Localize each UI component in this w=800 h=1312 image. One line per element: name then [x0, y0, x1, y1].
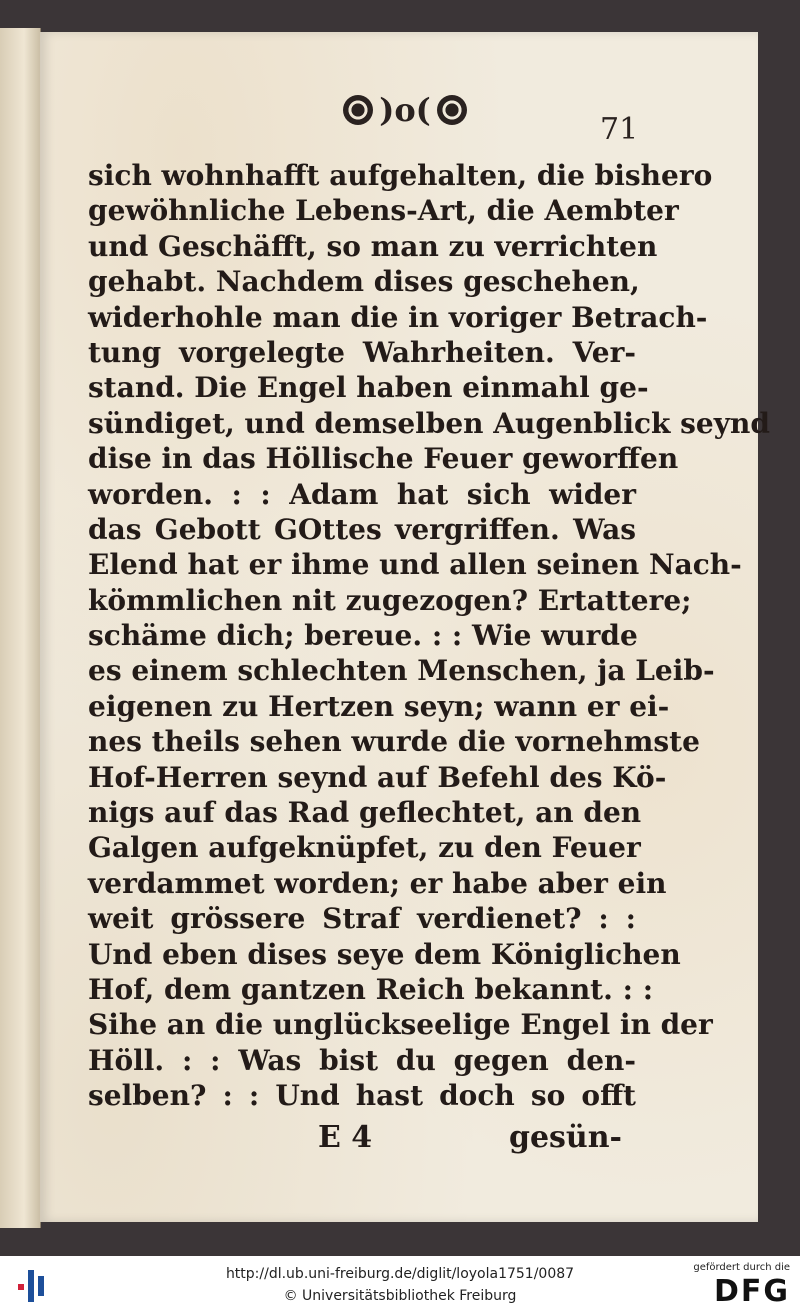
text-line: eigenen zu Hertzen seyn; wann er ei- [88, 689, 670, 723]
text-line: worden. : : Adam hat sich wider [88, 477, 636, 511]
text-line: dise in das Höllische Feuer geworffen [88, 442, 679, 476]
text-line: weit grössere Straf verdienet? : : [88, 902, 636, 936]
flower-ornament-left-icon [343, 95, 373, 125]
text-line: Galgen aufgeknüpfet, zu den Feuer [88, 831, 641, 865]
text-line: Sihe an die unglückseelige Engel in der [88, 1008, 713, 1042]
text-line: Elend hat er ihme und allen seinen Nach- [88, 548, 742, 582]
running-head-text: )o( [379, 91, 431, 129]
text-line: nes theils sehen wurde die vornehmste [88, 725, 700, 759]
dfg-caption: gefördert durch die [693, 1262, 790, 1273]
permalink-url[interactable]: http://dl.ub.uni-freiburg.de/diglit/loyola1751/0087 [225, 1266, 575, 1282]
text-line: es einem schlechten Menschen, ja Leib- [88, 654, 715, 688]
text-line: kömmlichen nit zugezogen? Ertattere; [88, 583, 692, 617]
text-line: das Gebott GOttes vergriffen. Was [88, 512, 636, 546]
text-line: verdammet worden; er habe aber ein [88, 866, 667, 900]
text-line: Hof-Herren seynd auf Befehl des Kö- [88, 760, 667, 794]
body-text [88, 158, 770, 1114]
dfg-logo: DFG [713, 1274, 790, 1309]
text-line: schäme dich; bereue. : : Wie wurde [88, 619, 638, 653]
text-line: widerhohle man die in voriger Betrach- [88, 300, 708, 334]
page-number: 71 [600, 112, 639, 147]
flower-ornament-right-icon [437, 95, 467, 125]
running-head [240, 90, 570, 130]
text-line: und Geschäfft, so man zu verrichten [88, 229, 658, 263]
facing-page-edge [0, 28, 41, 1228]
text-line: Hof, dem gantzen Reich bekannt. : : [88, 972, 654, 1006]
text-line: gehabt. Nachdem dises geschehen, [88, 265, 640, 299]
text-line: nigs auf das Rad geflechtet, an den [88, 796, 642, 830]
viewer-footer [0, 1256, 800, 1312]
catchword: gesün- [508, 1120, 622, 1155]
text-line: sich wohnhafft aufgehalten, die bishero [88, 159, 713, 192]
copyright-notice: © Universitätsbibliothek Freiburg [283, 1288, 517, 1304]
text-line: tung vorgelegte Wahrheiten. Ver- [88, 335, 636, 369]
catchline [88, 1120, 636, 1164]
text-line: selben? : : Und hast doch so offt [88, 1079, 636, 1113]
text-line: gewöhnliche Lebens-Art, die Aembter [88, 194, 679, 228]
signature-mark: E 4 [318, 1120, 373, 1155]
text-line: sündiget, und demselben Augenblick seynd [88, 406, 770, 440]
text-line: Und eben dises seye dem Königlichen [88, 937, 681, 971]
text-line: Höll. : : Was bist du gegen den- [88, 1043, 636, 1077]
text-line: stand. Die Engel haben einmahl ge- [88, 371, 649, 405]
